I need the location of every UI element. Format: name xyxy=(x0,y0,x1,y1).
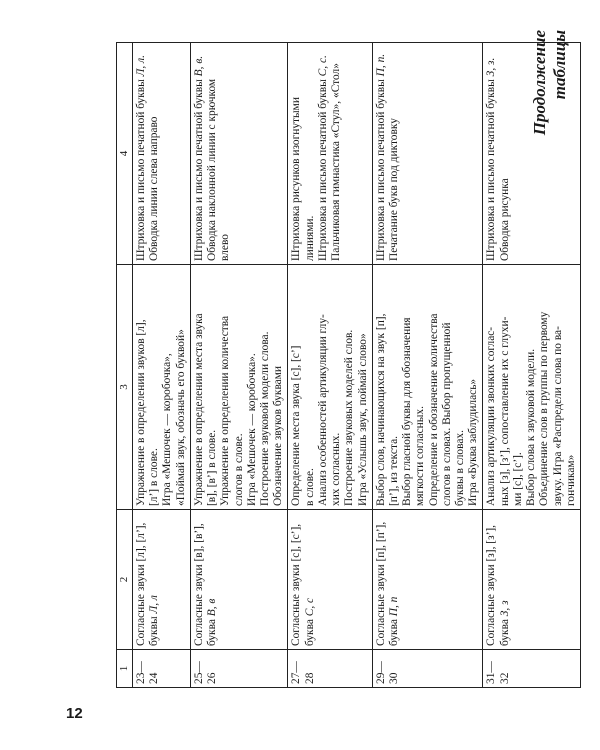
activity-line: Выбор гласной буквы для обозначения xyxy=(401,317,414,506)
writing-line: Штриховка и письмо печатной буквы xyxy=(485,76,498,261)
activity-line: Упражнение в определении места звука xyxy=(192,313,205,506)
topic-letter: В, в xyxy=(206,598,219,617)
header-cell: 3 xyxy=(117,265,133,510)
topic-letter: С, с xyxy=(303,597,316,617)
activity-line: Определение места звука [с], [с’] xyxy=(290,345,303,506)
writing-letter: В, в. xyxy=(192,55,205,77)
activity-line: Игра «Буква заблудилась» xyxy=(467,378,480,506)
activity-line: Анализ артикуляции звонких соглас- xyxy=(485,326,498,506)
activity-line: ных [з], [з’], сопоставление их с глухи- xyxy=(498,316,511,506)
table-row xyxy=(133,43,191,688)
writing-cell xyxy=(288,43,372,265)
writing-cell xyxy=(190,43,288,265)
topic-line: буква xyxy=(498,616,511,646)
lesson-number-cell: 27—28 xyxy=(288,650,372,688)
topic-cell xyxy=(372,510,483,650)
topic-line: буква xyxy=(206,616,219,646)
activity-line: Построение звуковых моделей слов. xyxy=(343,329,356,506)
activity-line: «Поймай звук, обозначь его буквой» xyxy=(174,329,187,506)
activity-line: хих согласных. xyxy=(330,432,343,506)
activity-line: ми [с], [с’]. xyxy=(511,452,524,506)
writing-letter: Л, л. xyxy=(135,55,147,77)
activity-line: [п’], из текста. xyxy=(387,436,400,506)
activity-line: буквы в словах. xyxy=(454,430,467,506)
activity-line: Определение и обозначение количества xyxy=(427,313,440,506)
activity-line: Объединение слов в группы по первому xyxy=(538,311,551,506)
table-row xyxy=(372,43,483,688)
activity-line: гончикам» xyxy=(564,454,577,506)
topic-line: Согласные звуки [с], [с’], xyxy=(290,523,303,646)
writing-line: Пальчиковая гимнастика «Стул», «Стол» xyxy=(330,63,343,261)
writing-line: влево xyxy=(219,234,232,261)
activity-line: в слове. xyxy=(303,468,316,506)
writing-line: Печатание букв под диктовку xyxy=(387,118,400,261)
writing-line: Обводка наклонной линии с крючком xyxy=(206,78,219,261)
topic-line: Согласные звуки [п], [п’], xyxy=(374,521,387,646)
activity-line: Выбор слова к звуковой модели. xyxy=(525,348,538,506)
header-cell: 2 xyxy=(117,510,133,650)
writing-line: Штриховка и письмо печатной буквы xyxy=(374,76,387,261)
table-row xyxy=(288,43,372,688)
writing-line: Штриховка и письмо печатной буквы xyxy=(135,76,147,261)
topic-letter: П, п xyxy=(387,596,400,617)
lesson-number-cell: 29—30 xyxy=(372,650,483,688)
activity-line: звуку. Игра «Распредели слова по ва- xyxy=(551,326,564,506)
writing-line: Штриховка рисунков изогнутыми xyxy=(290,97,303,261)
activity-line: Игра «Мешочек — коробочка». xyxy=(245,353,258,506)
lesson-number-cell: 25—26 xyxy=(190,650,288,688)
table-row xyxy=(483,43,581,688)
activity-line: [л’] в слове. xyxy=(148,448,161,506)
topic-cell xyxy=(133,510,191,650)
activity-line: Обозначение звуков буквами xyxy=(272,365,285,506)
lesson-table xyxy=(116,42,581,688)
activity-line: Игра «Услышь звук, поймай слово» xyxy=(356,333,369,506)
activity-line: Упражнение в определении количества xyxy=(219,315,232,506)
table-caption: Продолжение таблицы xyxy=(530,30,569,136)
topic-letter: Л, л xyxy=(148,595,161,614)
topic-cell xyxy=(288,510,372,650)
topic-line: Согласные звуки [в], [в’], xyxy=(192,523,205,646)
activities-cell xyxy=(372,265,483,510)
header-cell: 1 xyxy=(117,650,133,688)
activity-line: Игра «Мешочек — коробочка», xyxy=(161,353,174,506)
table-row xyxy=(190,43,288,688)
lesson-number-cell: 31—32 xyxy=(483,650,581,688)
activities-cell xyxy=(288,265,372,510)
writing-letter: С, с. xyxy=(316,55,329,77)
activity-line: Упражнение в определении звуков [л], xyxy=(135,319,147,506)
topic-line: буквы xyxy=(148,613,161,646)
activity-line: слогов в слове. xyxy=(232,433,245,506)
writing-cell xyxy=(372,43,483,265)
activity-line: Выбор слов, начинающихся на звук [п], xyxy=(374,313,387,506)
activities-cell xyxy=(190,265,288,510)
writing-cell xyxy=(133,43,191,265)
activity-line: Анализ особенностей артикуляции глу- xyxy=(316,314,329,506)
activity-line: слогов в словах. Выбор пропущенной xyxy=(440,322,453,506)
table-header-row xyxy=(117,43,133,688)
writing-letter: П, п. xyxy=(374,53,387,77)
writing-line: линиями. xyxy=(303,215,316,261)
activities-cell xyxy=(483,265,581,510)
topic-letter: З, з xyxy=(498,600,511,617)
topic-line: Согласные звуки [з], [з’], xyxy=(485,524,498,646)
writing-line: Обводка рисунка xyxy=(498,178,511,261)
header-cell: 4 xyxy=(117,43,133,265)
topic-line: Согласные звуки [л], [л’], xyxy=(135,522,147,646)
writing-cell xyxy=(483,43,581,265)
activity-line: мягкости согласных. xyxy=(414,406,427,506)
topic-line: буква xyxy=(303,616,316,646)
activity-line: Построение звуковой модели слова. xyxy=(258,331,271,506)
topic-cell xyxy=(190,510,288,650)
writing-line: Обводка линии слева направо xyxy=(148,116,161,261)
topic-line: буква xyxy=(387,616,400,646)
lesson-number-cell: 23—24 xyxy=(133,650,191,688)
activity-line: [в], [в’] в слове. xyxy=(206,429,219,506)
activities-cell xyxy=(133,265,191,510)
writing-line: Штриховка и письмо печатной буквы xyxy=(316,76,329,261)
topic-cell xyxy=(483,510,581,650)
page-number: 12 xyxy=(66,705,83,722)
writing-line: Штриховка и письмо печатной буквы xyxy=(192,76,205,261)
writing-letter: З, з. xyxy=(485,57,498,77)
